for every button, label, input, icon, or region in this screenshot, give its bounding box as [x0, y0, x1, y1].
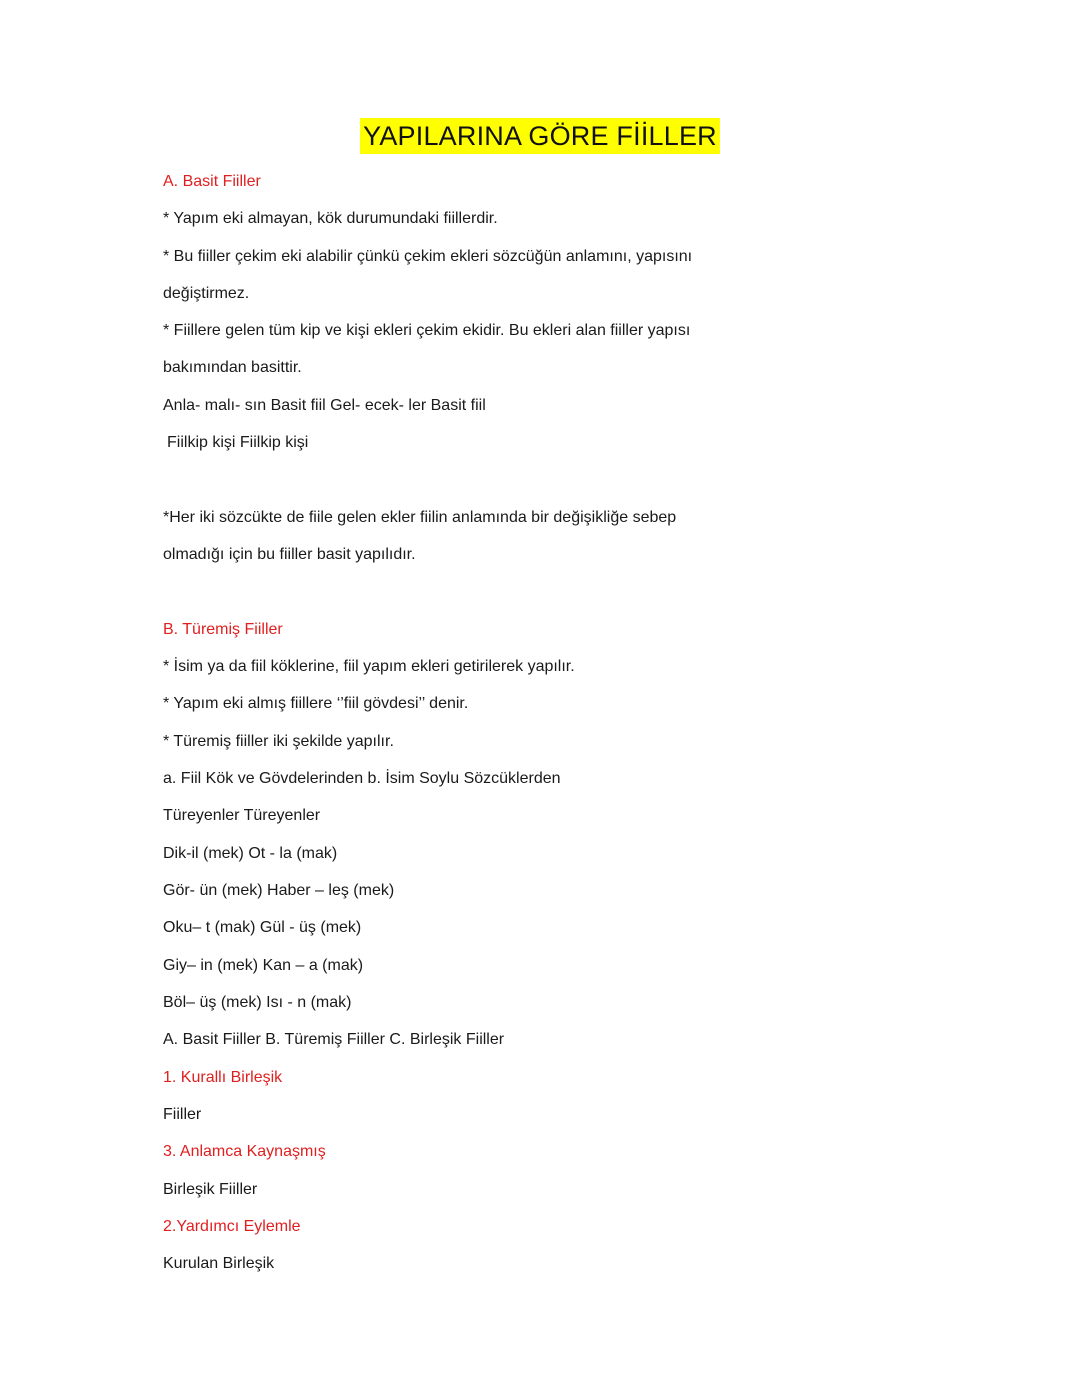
- section-a-line: * Bu fiiller çekim eki alabilir çünkü çekim ekleri sözcüğün anlamını, yapısını: [163, 248, 693, 265]
- section-c-line: Kurulan Birleşik: [163, 1255, 275, 1272]
- section-b-summary: A. Basit Fiiller B. Türemiş Fiiller C. Birleşik Fiiller: [163, 1031, 505, 1048]
- section-b-line: * Türemiş fiiller iki şekilde yapılır.: [163, 733, 394, 750]
- section-a-heading: A. Basit Fiiller: [163, 173, 261, 190]
- section-a-example-line: Anla- malı- sın Basit fiil Gel- ecek- ler Basit fiil: [163, 397, 486, 414]
- section-b-line: * İsim ya da fiil köklerine, fiil yapım ekleri getirilerek yapılır.: [163, 658, 575, 675]
- section-b-example: Dik-il (mek) Ot - la (mak): [163, 845, 338, 862]
- section-b-heading: B. Türemiş Fiiller: [163, 621, 283, 638]
- section-c-line: Birleşik Fiiller: [163, 1181, 258, 1198]
- section-a-line: * Yapım eki almayan, kök durumundaki fiillerdir.: [163, 210, 498, 227]
- section-c-heading: 1. Kurallı Birleşik: [163, 1069, 283, 1086]
- section-a-example-labels: Fiilkip kişi Fiilkip kişi: [167, 434, 309, 451]
- section-a-line: * Fiillere gelen tüm kip ve kişi ekleri çekim ekidir. Bu ekleri alan fiiller yapısı: [163, 322, 691, 339]
- section-c-heading: 2.Yardımcı Eylemle: [163, 1218, 301, 1235]
- section-b-line: a. Fiil Kök ve Gövdelerinden b. İsim Soylu Sözcüklerden: [163, 770, 561, 787]
- section-b-example: Oku– t (mak) Gül - üş (mek): [163, 919, 362, 936]
- section-c-heading: 3. Anlamca Kaynaşmış: [163, 1143, 326, 1160]
- section-b-line: * Yapım eki almış fiillere ‘’fiil gövdesi’’ denir.: [163, 695, 469, 712]
- title-container: [0, 118, 1080, 154]
- section-a-line: bakımından basittir.: [163, 359, 302, 376]
- section-b-example: Böl– üş (mek) Isı - n (mak): [163, 994, 352, 1011]
- section-b-example: Gör- ün (mek) Haber – leş (mek): [163, 882, 395, 899]
- section-b-line: Türeyenler Türeyenler: [163, 807, 321, 824]
- section-a-line: olmadığı için bu fiiller basit yapılıdır.: [163, 546, 416, 563]
- section-c-line: Fiiller: [163, 1106, 202, 1123]
- section-a-line: değiştirmez.: [163, 285, 250, 302]
- document-title: YAPILARINA GÖRE FİİLLER: [360, 118, 720, 154]
- section-b-example: Giy– in (mek) Kan – a (mak): [163, 957, 364, 974]
- section-a-line: *Her iki sözcükte de fiile gelen ekler fiilin anlamında bir değişikliğe sebep: [163, 509, 677, 526]
